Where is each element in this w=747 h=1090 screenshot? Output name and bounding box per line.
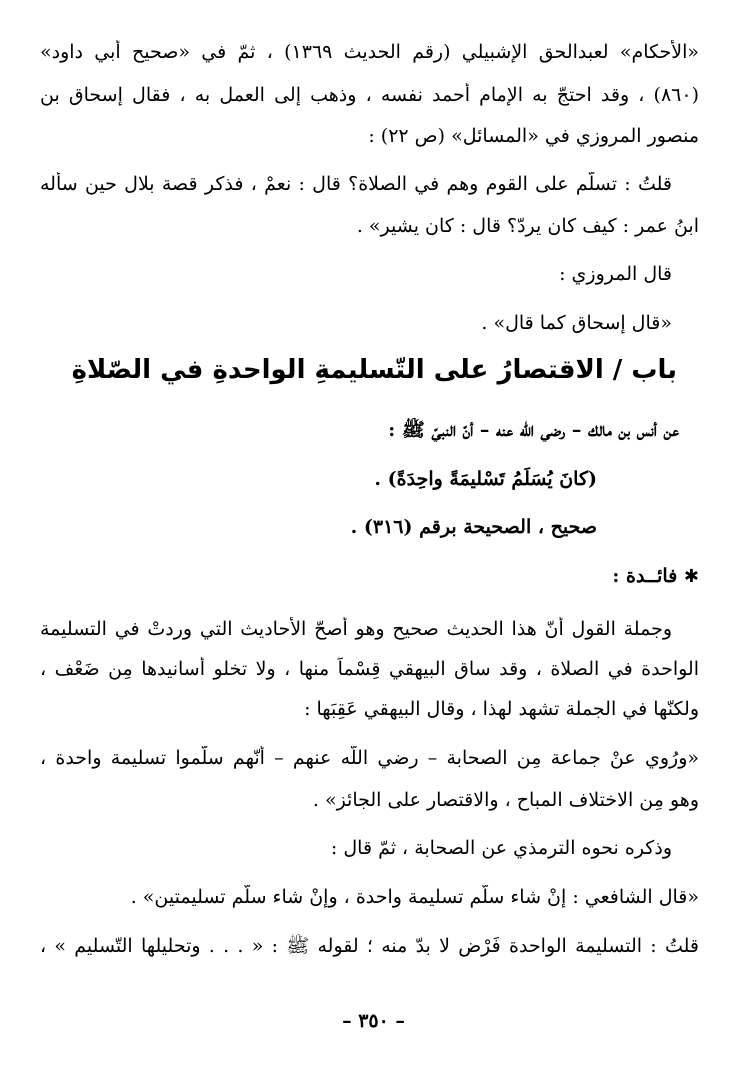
text-line: «الأحكام» لعبدالحق الإشبيلي (رقم الحديث ١٣٦٩) ، ثمّ في «صحيح أبي داود»: [40, 41, 699, 63]
text-line: الواحدة في الصلاة ، وقد ساق البيهقي قِسْماً منها ، ولا تخلو أسانيدها مِن ضَعْف ،: [40, 658, 699, 680]
text-line: وذكره نحوه الترمذي عنِ الصحابة ، ثمّ قال :: [330, 837, 672, 859]
text-line: (٨٦٠) ، وقد احتجّ به الإمام أحمد نفسه ، وذهب إلى العمل به ، فقال إسحاق بن: [40, 84, 699, 106]
chapter-title: باب / الاقتصارُ على التّسليمةِ الواحدةِ في الصّلاةِ: [71, 355, 677, 385]
text-line: وهو مِن الاختلاف المباح ، والاقتصار على الجائز» .: [312, 789, 699, 811]
benefit-label: فائــدة :: [612, 565, 678, 587]
star-icon: ✱: [683, 566, 699, 587]
text-line: قال المروزي :: [559, 263, 672, 285]
hadith-text: (كانَ يُسَلِّمُ تَسْليمَةً واحِدَةً) .: [374, 468, 597, 490]
text-line: «قال الشافعي : إنْ شاء سلّم تسليمة واحدة ، وإنْ شاء سلّم تسليمتين» .: [130, 886, 699, 908]
page-number: – ٣٥٠ –: [342, 1010, 405, 1032]
text-line: قلتُ : تسلّم على القوم وهم في الصلاة؟ قال : نعمْ ، فذكر قصة بلال حين سأله: [40, 173, 672, 195]
text-line: ولكنّها في الجملة تشهد لهذا ، وقال البيهقي عَقِبَها :: [304, 698, 699, 720]
text-line: «ورُوي عنْ جماعة مِن الصحابة – رضي اللّه عنهم – أنّهم سلّموا تسليمة واحدة ،: [40, 747, 699, 769]
text-line: وجملة القول أنّ هذا الحديث صحيح وهو أصحّ الأحاديث التي وردتْ في التسليمة: [40, 618, 672, 640]
text-line: ابنُ عمر : كيف كان يردّ؟ قال : كان يشير» .: [356, 215, 699, 237]
text-line: قلتُ : التسليمة الواحدة فَرْض لا بدّ منه ؛ لقوله ﷺ : « . . . وتحليلها التّسليم » ،: [40, 935, 699, 957]
text-line: منصور المروزي في «المسائل» (ص ٢٢) :: [368, 125, 699, 147]
hadith-intro: عن أنس بن مالك – رضي اللّه عنه – أنّ النبيّ ﷺ :: [388, 419, 679, 441]
hadith-grading: صحيح ، الصحيحة برقم (٣١٦) .: [350, 516, 597, 538]
text-line: «قال إسحاق كما قال» .: [481, 312, 672, 334]
benefit-heading: [40, 564, 699, 589]
